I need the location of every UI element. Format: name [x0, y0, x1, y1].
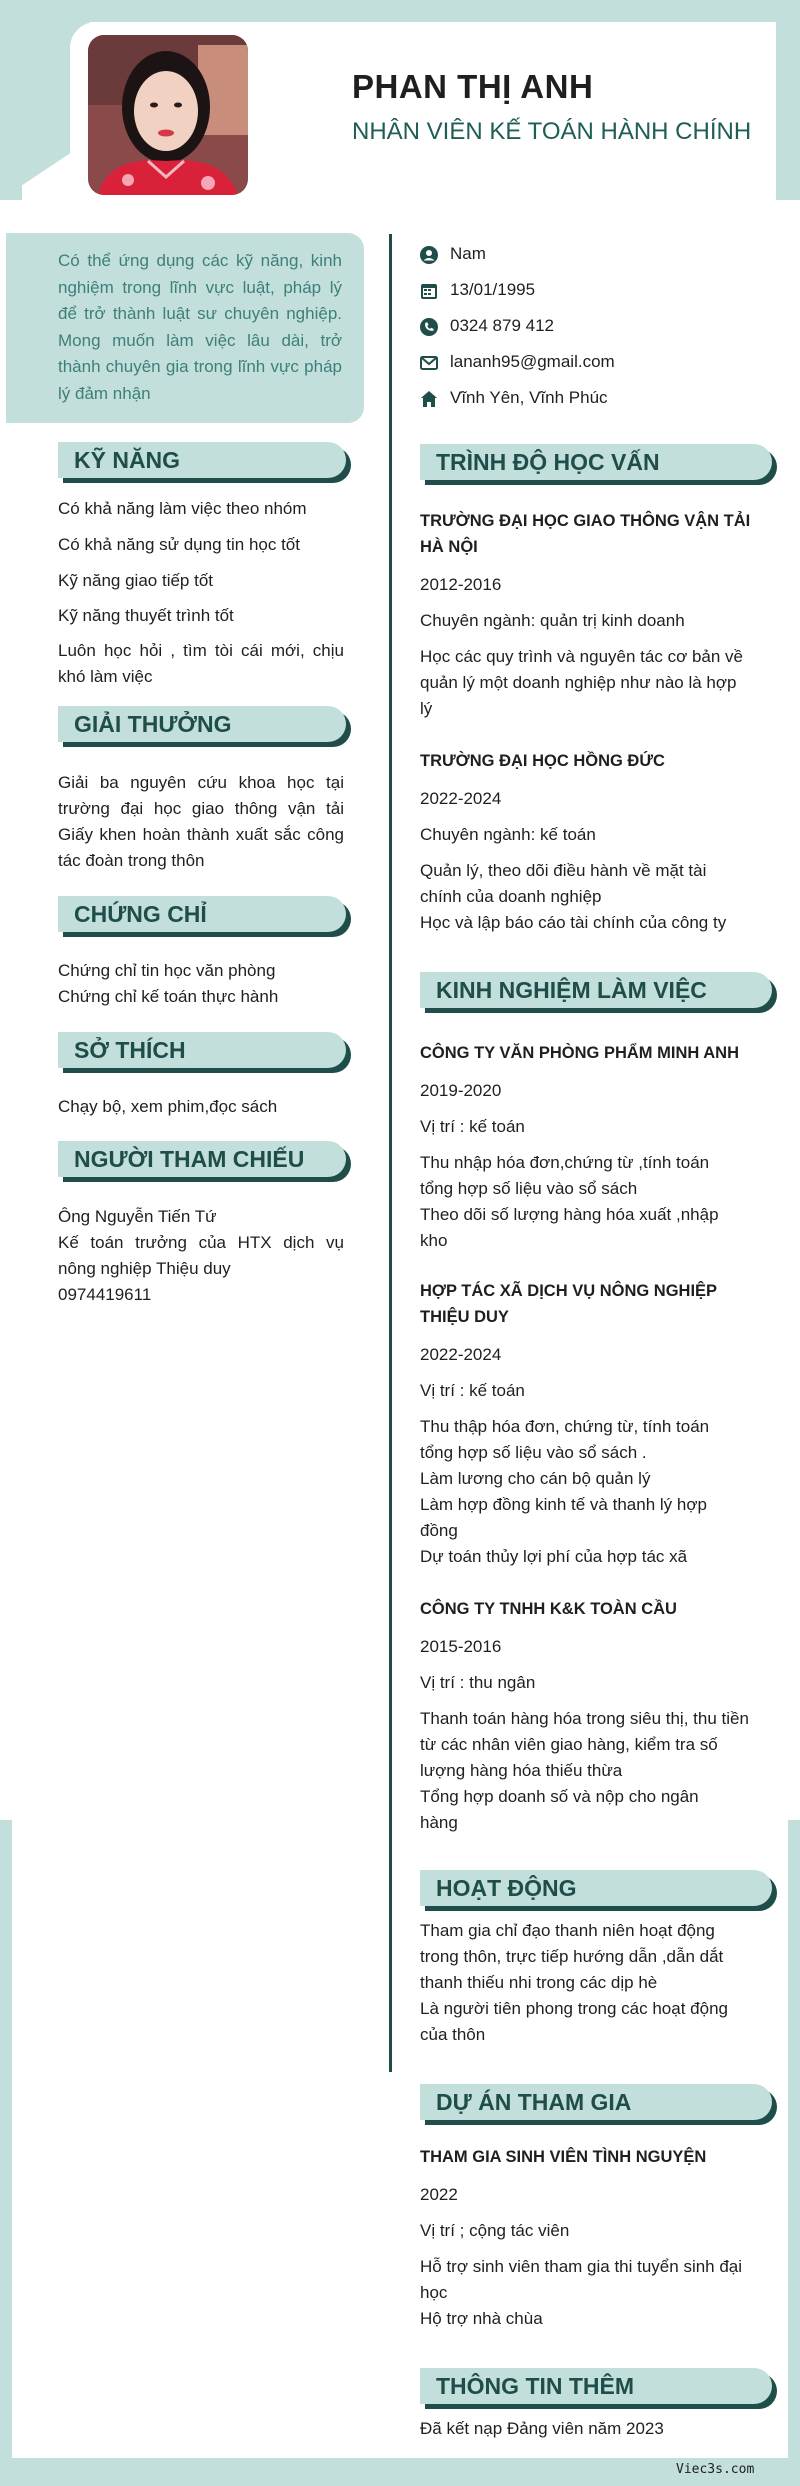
- awards-heading: GIẢI THƯỞNG: [58, 706, 346, 742]
- calendar-icon: [420, 282, 438, 300]
- job-duty: Dự toán thủy lợi phí của hợp tác xã: [420, 1547, 688, 1566]
- company-name: CÔNG TY VĂN PHÒNG PHẨM MINH ANH: [420, 1044, 740, 1062]
- job-duty: Thanh toán hàng hóa trong siêu thị, thu tiền từ các nhân viên giao hàng, kiểm tra số lượng hàng hóa thiếu thừa: [420, 1709, 749, 1780]
- company-name: HỢP TÁC XÃ DỊCH VỤ NÔNG NGHIỆP THIỆU DUY: [420, 1282, 717, 1326]
- job-position: Vị trí : thu ngân: [420, 1673, 536, 1692]
- skill-item: Kỹ năng giao tiếp tốt: [58, 571, 214, 590]
- project-task: Hỗ trợ sinh viên tham gia thi tuyển sinh đại học: [420, 2257, 743, 2302]
- school-desc: Học và lập báo cáo tài chính của công ty: [420, 913, 727, 932]
- project-period: 2022: [420, 2185, 458, 2204]
- project-task: Hộ trợ nhà chùa: [420, 2309, 543, 2328]
- job-duty: Thu nhập hóa đơn,chứng từ ,tính toán tổng hợp số liệu vào sổ sách: [420, 1153, 710, 1198]
- school-name: TRƯỜNG ĐẠI HỌC GIAO THÔNG VẬN TẢI HÀ NỘI: [420, 512, 751, 556]
- left-decor-bar: [0, 0, 22, 200]
- activities-heading: HOẠT ĐỘNG: [420, 1870, 772, 1906]
- skill-item: Kỹ năng thuyết trình tốt: [58, 606, 234, 625]
- candidate-name: PHAN THỊ ANH: [352, 68, 594, 105]
- project-name: THAM GIA SINH VIÊN TÌNH NGUYỆN: [420, 2148, 707, 2166]
- phone-icon: [420, 318, 438, 336]
- references-heading: NGƯỜI THAM CHIẾU: [58, 1141, 346, 1177]
- job-title: NHÂN VIÊN KẾ TOÁN HÀNH CHÍNH: [352, 118, 752, 145]
- skill-item: Có khả năng sử dụng tin học tốt: [58, 535, 300, 554]
- certificates-heading: CHỨNG CHỈ: [58, 896, 346, 932]
- reference-name: Ông Nguyễn Tiến Tứ: [58, 1207, 217, 1226]
- phone-value: 0324 879 412: [450, 316, 554, 335]
- extra-info-heading: THÔNG TIN THÊM: [420, 2368, 772, 2404]
- hobbies-text: Chạy bộ, xem phim,đọc sách: [58, 1097, 278, 1116]
- education-heading: TRÌNH ĐỘ HỌC VẤN: [420, 444, 772, 480]
- gender-value: Nam: [450, 244, 486, 263]
- school-major: Chuyên ngành: quản trị kinh doanh: [420, 611, 685, 630]
- job-position: Vị trí : kế toán: [420, 1117, 525, 1136]
- summary-text: Có thể ứng dụng các kỹ năng, kinh nghiệm trong lĩnh vực luật, pháp lý để trở thành luật sư chuyên nghiệp. Mong muốn làm việc lâu dài, trở thành chuyên gia trong lĩnh vực pháp lý đảm nhận: [58, 251, 342, 403]
- email-icon: [420, 354, 438, 372]
- job-duty: Làm lương cho cán bộ quản lý: [420, 1469, 651, 1488]
- skill-item: Có khả năng làm việc theo nhóm: [58, 499, 307, 518]
- project-position: Vị trí ; cộng tác viên: [420, 2221, 570, 2240]
- reference-role: Kế toán trưởng của HTX dịch vụ nông nghiệp Thiệu duy: [58, 1233, 344, 1278]
- address-value: Vĩnh Yên, Vĩnh Phúc: [450, 388, 608, 407]
- school-major: Chuyên ngành: kế toán: [420, 825, 596, 844]
- school-desc: Học các quy trình và nguyên tác cơ bản về quản lý một doanh nghiệp như nào là hợp lý: [420, 647, 743, 718]
- hobbies-heading: SỞ THÍCH: [58, 1032, 346, 1068]
- certificate-item: Chứng chỉ kế toán thực hành: [58, 987, 279, 1006]
- job-period: 2015-2016: [420, 1637, 502, 1656]
- watermark: Viec3s.com: [676, 2462, 755, 2477]
- school-period: 2022-2024: [420, 789, 502, 808]
- right-decor-bar: [776, 0, 800, 200]
- job-duty: Làm hợp đồng kinh tế và thanh lý hợp đồng: [420, 1495, 707, 1540]
- profile-photo: [88, 35, 248, 195]
- reference-phone: 0974419611: [58, 1285, 152, 1304]
- awards-text: Giải ba nguyên cứu khoa học tại trường đại học giao thông vận tải Giấy khen hoàn thành xuất sắc công tác đoàn trong thôn: [58, 773, 344, 870]
- summary-box: [6, 233, 364, 423]
- column-divider: [389, 234, 392, 2072]
- right-decor-bar-bottom: [788, 1820, 800, 2486]
- activity-line: Tham gia chỉ đạo thanh niên hoạt động trong thôn, trực tiếp hướng dẫn ,dẫn dắt thanh thiếu nhi trong các dịp hè: [420, 1921, 724, 1992]
- extra-info-text: Đã kết nạp Đảng viên năm 2023: [420, 2419, 664, 2438]
- job-duty: Tổng hợp doanh số và nộp cho ngân hàng: [420, 1787, 699, 1832]
- user-icon: [420, 246, 438, 264]
- job-position: Vị trí : kế toán: [420, 1381, 525, 1400]
- email-value[interactable]: lananh95@gmail.com: [450, 352, 615, 371]
- school-name: TRƯỜNG ĐẠI HỌC HỒNG ĐỨC: [420, 752, 665, 770]
- activity-line: Là người tiên phong trong các hoạt động của thôn: [420, 1999, 728, 2044]
- projects-heading: DỰ ÁN THAM GIA: [420, 2084, 772, 2120]
- home-icon: [420, 390, 438, 408]
- birthday-value: 13/01/1995: [450, 280, 536, 299]
- left-decor-bar-bottom: [0, 1820, 12, 2486]
- job-period: 2022-2024: [420, 1345, 502, 1364]
- school-period: 2012-2016: [420, 575, 502, 594]
- job-duty: Theo dõi số lượng hàng hóa xuất ,nhập kho: [420, 1205, 719, 1250]
- school-desc: Quản lý, theo dõi điều hành về mặt tài chính của doanh nghiệp: [420, 861, 707, 906]
- skills-heading: KỸ NĂNG: [58, 442, 346, 478]
- job-duty: Thu thập hóa đơn, chứng từ, tính toán tổng hợp số liệu vào sổ sách .: [420, 1417, 710, 1462]
- top-decor-band: [0, 0, 800, 22]
- skill-item: Luôn học hỏi , tìm tòi cái mới, chịu khó làm việc: [58, 641, 344, 686]
- certificate-item: Chứng chỉ tin học văn phòng: [58, 961, 276, 980]
- job-period: 2019-2020: [420, 1081, 502, 1100]
- company-name: CÔNG TY TNHH K&K TOÀN CẦU: [420, 1600, 677, 1618]
- experience-heading: KINH NGHIỆM LÀM VIỆC: [420, 972, 772, 1008]
